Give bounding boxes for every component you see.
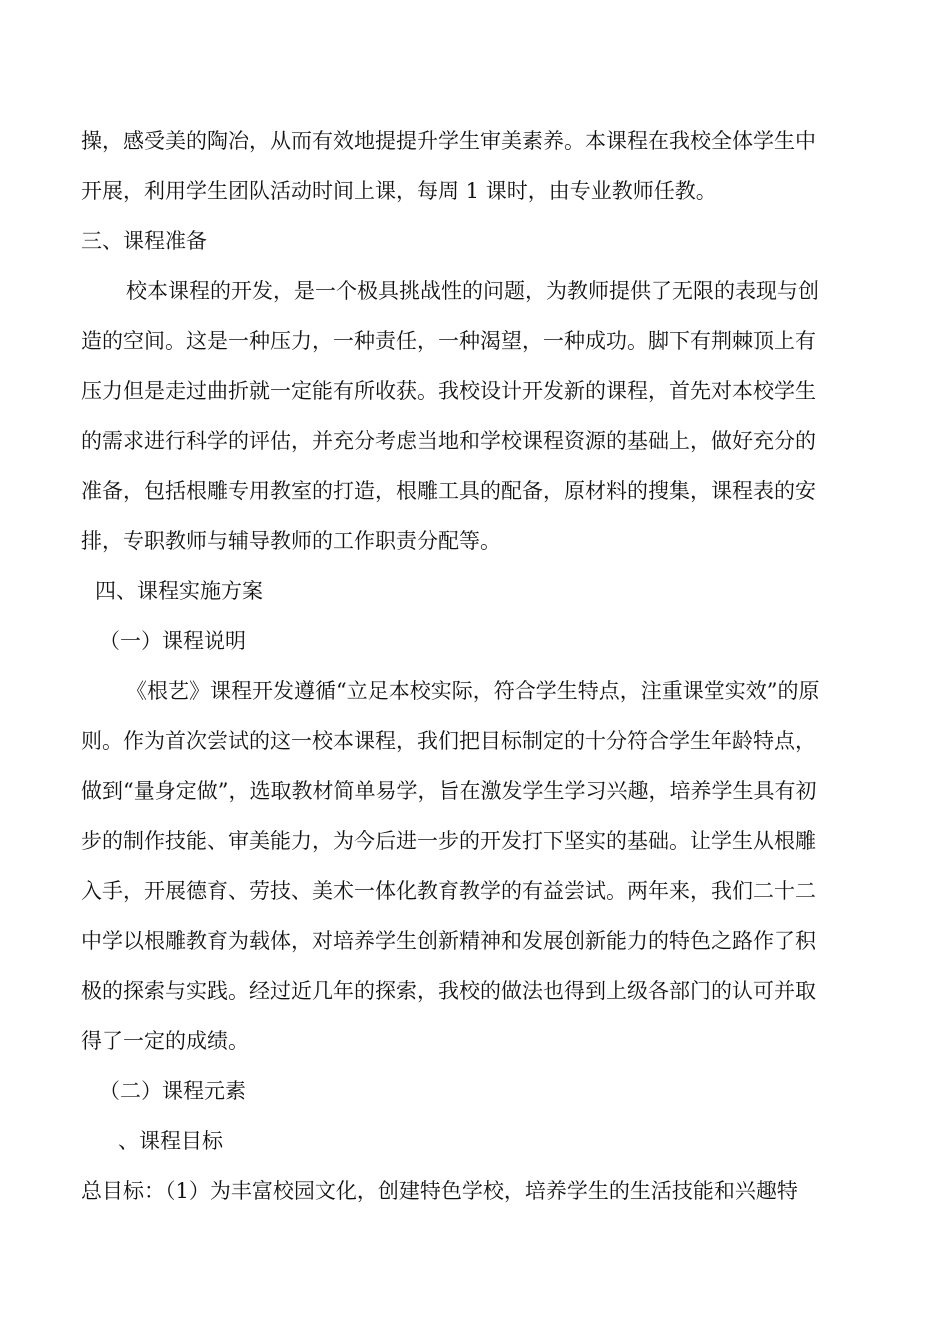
paragraph-line: 操，感受美的陶冶，从而有效地提提升学生审美素养。本课程在我校全体学生中	[81, 129, 816, 153]
paragraph-line: 《根艺》课程开发遵循“立足本校实际，符合学生特点，注重课堂实效”的原	[126, 679, 820, 703]
paragraph-line: 极的探索与实践。经过近几年的探索，我校的做法也得到上级各部门的认可并取	[81, 979, 816, 1003]
paragraph-line: 校本课程的开发，是一个极具挑战性的问题，为教师提供了无限的表现与创	[126, 279, 819, 303]
paragraph-line: 做到“量身定做”，选取教材简单易学，旨在激发学生学习兴趣，培养学生具有初	[81, 779, 817, 803]
paragraph-line: 中学以根雕教育为载体，对培养学生创新精神和发展创新能力的特色之路作了积	[81, 929, 816, 953]
paragraph-line: 总目标：（1）为丰富校园文化，创建特色学校，培养学生的生活技能和兴趣特	[81, 1179, 798, 1203]
item-heading: 、课程目标	[118, 1129, 223, 1153]
paragraph-line: 开展，利用学生团队活动时间上课，每周 1 课时，由专业教师任教。	[81, 179, 717, 203]
paragraph-line: 步的制作技能、审美能力，为今后进一步的开发打下坚实的基础。让学生从根雕	[81, 829, 816, 853]
section-heading: 三、课程准备	[81, 229, 207, 253]
paragraph-line: 压力但是走过曲折就一定能有所收获。我校设计开发新的课程，首先对本校学生	[81, 379, 816, 403]
paragraph-line: 入手，开展德育、劳技、美术一体化教育教学的有益尝试。两年来，我们二十二	[81, 879, 816, 903]
section-heading: 四、课程实施方案	[95, 579, 263, 603]
paragraph-line: 准备，包括根雕专用教室的打造，根雕工具的配备，原材料的搜集，课程表的安	[81, 479, 816, 503]
paragraph-line: 的需求进行科学的评估，并充分考虑当地和学校课程资源的基础上，做好充分的	[81, 429, 816, 453]
paragraph-line: 得了一定的成绩。	[81, 1029, 249, 1053]
paragraph-line: 排，专职教师与辅导教师的工作职责分配等。	[81, 529, 501, 553]
paragraph-line: 造的空间。这是一种压力，一种责任，一种渴望，一种成功。脚下有荆棘顶上有	[81, 329, 816, 353]
subsection-heading: （二）课程元素	[99, 1079, 246, 1103]
paragraph-line: 则。作为首次尝试的这一校本课程，我们把目标制定的十分符合学生年龄特点，	[81, 729, 816, 753]
subsection-heading: （一）课程说明	[99, 629, 246, 653]
